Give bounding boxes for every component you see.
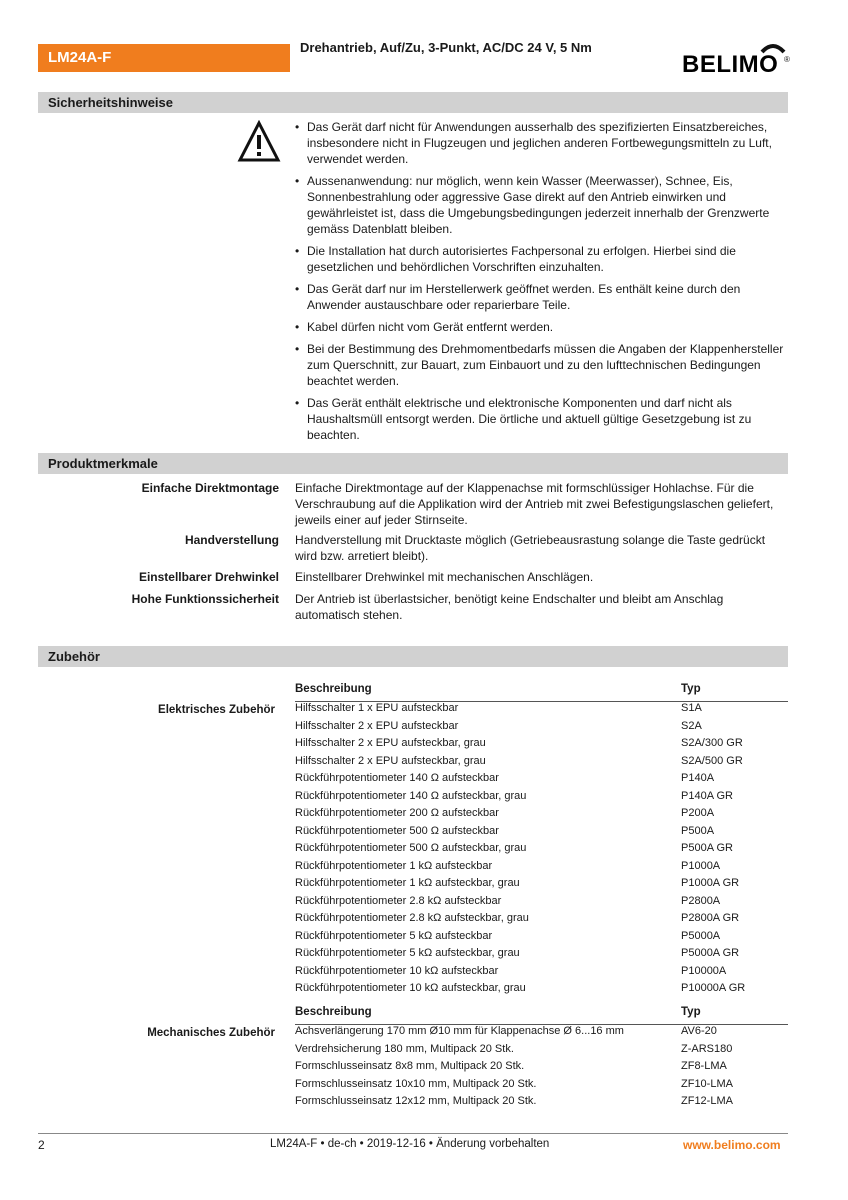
accessory-description: Rückführpotentiometer 2.8 kΩ aufsteckbar, grau: [295, 912, 529, 924]
safety-item: • Das Gerät darf nicht für Anwendungen ausserhalb des spezifizierten Einsatzbereiches, insbesondere nicht in Flugzeugen und jeglichen anderen Fortbewegungsmitteln zu Luft, verwendet werden.: [294, 119, 788, 167]
accessory-description: Hilfsschalter 2 x EPU aufsteckbar: [295, 719, 459, 732]
logo-graphic: [682, 42, 792, 76]
table-row: [295, 1095, 788, 1113]
warning-triangle-icon: [237, 120, 281, 164]
table-row: [295, 1078, 788, 1096]
accessory-description: Rückführpotentiometer 140 Ω aufsteckbar: [295, 772, 499, 784]
accessory-description: Formschlusseinsatz 10x10 mm, Multipack 20 Stk.: [295, 1077, 537, 1090]
safety-item: • Kabel dürfen nicht vom Gerät entfernt werden.: [294, 319, 788, 335]
feature-text: Handverstellung mit Drucktaste möglich (Getriebeausrastung solange die Taste gedrückt wird bzw. arretiert bleibt).: [295, 533, 766, 563]
table-row: [295, 790, 788, 808]
accessory-type: Z-ARS180: [681, 1042, 733, 1055]
accessory-type: P10000A: [681, 964, 727, 977]
table-row: [295, 930, 788, 948]
product-badge: LM24A-F: [38, 44, 290, 72]
group-label-mechanical: Mechanisches Zubehör: [147, 1027, 275, 1039]
feature-row: [38, 532, 788, 564]
table-row: [295, 1060, 788, 1078]
feature-text: Einstellbarer Drehwinkel mit mechanischen Anschlägen.: [295, 570, 594, 584]
accessory-description: Formschlusseinsatz 8x8 mm, Multipack 20 Stk.: [295, 1060, 525, 1072]
registered-mark: ®: [784, 55, 790, 64]
accessory-type: P5000A GR: [681, 947, 740, 959]
accessory-type: ZF12-LMA: [681, 1095, 733, 1107]
accessory-type: S2A/300 GR: [681, 737, 743, 749]
feature-label: Hohe Funktionssicherheit: [131, 592, 279, 606]
table-header-row: [295, 1006, 788, 1025]
feature-label: Einstellbarer Drehwinkel: [138, 570, 279, 584]
accessory-description: Rückführpotentiometer 1 kΩ aufsteckbar: [295, 859, 493, 872]
column-header-type: Typ: [681, 1006, 788, 1025]
accessory-type: ZF8-LMA: [681, 1060, 727, 1072]
accessory-description: Formschlusseinsatz 12x12 mm, Multipack 20 Stk.: [295, 1095, 537, 1107]
table-row: [295, 720, 788, 738]
column-header-description: Beschreibung: [295, 1006, 681, 1025]
accessory-description: Verdrehsicherung 180 mm, Multipack 20 Stk.: [295, 1042, 514, 1055]
accessory-description: Hilfsschalter 2 x EPU aufsteckbar, grau: [295, 737, 486, 749]
mechanical-accessories-table: [295, 1006, 788, 1113]
feature-text: Der Antrieb ist überlastsicher, benötigt keine Endschalter und bleibt am Anschlag automatisch stehen.: [295, 592, 724, 622]
table-row: [295, 982, 788, 1000]
table-row: [295, 737, 788, 755]
table-row: [295, 912, 788, 930]
electrical-accessories-table: [295, 683, 788, 1000]
accessory-description: Rückführpotentiometer 1 kΩ aufsteckbar, grau: [295, 877, 520, 889]
footer-divider: [38, 1133, 788, 1134]
feature-row: [38, 480, 788, 528]
group-label-electrical: Elektrisches Zubehör: [158, 704, 275, 716]
column-header-type: Typ: [681, 683, 788, 702]
feature-text: Einfache Direktmontage auf der Klappenachse mit formschlüssiger Hohlachse. Für die Verschraubung auf die Applikation wird der Antrieb mit zwei Befestigungslaschen geliefert, jeweils einer auf jeder Stirnseite.: [295, 481, 774, 527]
page-title: Drehantrieb, Auf/Zu, 3-Punkt, AC/DC 24 V, 5 Nm: [300, 40, 592, 55]
accessory-description: Hilfsschalter 1 x EPU aufsteckbar: [295, 702, 459, 714]
accessory-type: P140A: [681, 772, 715, 784]
accessory-description: Rückführpotentiometer 2.8 kΩ aufsteckbar: [295, 894, 502, 907]
accessory-type: S2A: [681, 719, 702, 732]
safety-item: • Die Installation hat durch autorisiertes Fachpersonal zu erfolgen. Hierbei sind die gesetzlichen und behördlichen Vorschriften einzuhalten.: [294, 243, 788, 275]
table-row: [295, 1043, 788, 1061]
table-row: [295, 755, 788, 773]
table-row: [295, 965, 788, 983]
accessory-type: P140A GR: [681, 789, 733, 802]
accessory-type: P500A: [681, 824, 715, 837]
safety-item: • Bei der Bestimmung des Drehmomentbedarfs müssen die Angaben der Klappenhersteller zum Querschnitt, zur Bauart, zum Einbauort und zu den lufttechnischen Bedingungen beachtet werden.: [294, 341, 788, 389]
page-number: 2: [38, 1138, 45, 1152]
accessory-description: Rückführpotentiometer 10 kΩ aufsteckbar: [295, 964, 499, 977]
table-row: [295, 772, 788, 790]
website-link[interactable]: www.belimo.com: [683, 1138, 781, 1152]
feature-label: Einfache Direktmontage: [141, 481, 279, 495]
accessory-description: Rückführpotentiometer 500 Ω aufsteckbar: [295, 824, 499, 837]
accessory-type: P500A GR: [681, 842, 733, 854]
table-row: [295, 825, 788, 843]
accessory-type: P200A: [681, 807, 715, 819]
accessory-description: Achsverlängerung 170 mm Ø10 mm für Klappenachse Ø 6...16 mm: [295, 1025, 624, 1037]
section-heading-safety: Sicherheitshinweise: [38, 92, 788, 113]
safety-item: • Aussenanwendung: nur möglich, wenn kein Wasser (Meerwasser), Schnee, Eis, Sonnenbestrahlung oder aggressive Gase direkt auf den Antrieb einwirken und gewährleistet ist, dass die Umgebungsbedingungen jederzeit innerhalb der Grenzwerte gemäss Datenblatt bleiben.: [294, 173, 788, 237]
accessory-type: AV6-20: [681, 1025, 717, 1037]
table-row: [295, 807, 788, 825]
safety-item: • Das Gerät darf nur im Herstellerwerk geöffnet werden. Es enthält keine durch den Anwender austauschbare oder reparierbare Teile.: [294, 281, 788, 313]
table-row: [295, 947, 788, 965]
accessory-description: Rückführpotentiometer 200 Ω aufsteckbar: [295, 807, 499, 819]
accessory-description: Hilfsschalter 2 x EPU aufsteckbar, grau: [295, 754, 486, 767]
table-row: [295, 895, 788, 913]
table-row: [295, 860, 788, 878]
accessory-description: Rückführpotentiometer 500 Ω aufsteckbar, grau: [295, 842, 527, 854]
column-header-description: Beschreibung: [295, 683, 681, 702]
safety-list: [294, 119, 788, 449]
section-heading-accessories: Zubehör: [38, 646, 788, 667]
accessory-type: P2800A: [681, 894, 721, 907]
safety-item: • Das Gerät enthält elektrische und elektronische Komponenten und darf nicht als Haushaltsmüll entsorgt werden. Die örtliche und aktuell gültige Gesetzgebung ist zu beachten.: [294, 395, 788, 443]
accessory-type: P2800A GR: [681, 912, 740, 924]
accessory-description: Rückführpotentiometer 5 kΩ aufsteckbar, grau: [295, 947, 520, 959]
accessory-description: Rückführpotentiometer 10 kΩ aufsteckbar, grau: [295, 982, 526, 994]
table-header-row: [295, 683, 788, 702]
table-row: [295, 877, 788, 895]
accessory-type: P5000A: [681, 929, 721, 942]
feature-label: Handverstellung: [184, 533, 279, 547]
accessory-type: P1000A GR: [681, 877, 740, 889]
accessory-type: S1A: [681, 702, 702, 714]
footer-document-info: LM24A-F • de-ch • 2019-12-16 • Änderung vorbehalten: [270, 1138, 550, 1150]
accessory-type: P10000A GR: [681, 982, 746, 994]
table-row: [295, 1025, 788, 1043]
accessory-type: S2A/500 GR: [681, 754, 743, 767]
accessory-type: P1000A: [681, 859, 721, 872]
accessory-description: Rückführpotentiometer 5 kΩ aufsteckbar: [295, 929, 493, 942]
accessory-description: Rückführpotentiometer 140 Ω aufsteckbar, grau: [295, 789, 527, 802]
section-heading-features: Produktmerkmale: [38, 453, 788, 474]
table-row: [295, 702, 788, 720]
logo-wordmark: BELIMO: [682, 51, 779, 76]
feature-row: [38, 591, 788, 623]
belimo-logo: [682, 42, 792, 76]
accessory-type: ZF10-LMA: [681, 1077, 733, 1090]
table-row: [295, 842, 788, 860]
feature-row: [38, 569, 788, 585]
